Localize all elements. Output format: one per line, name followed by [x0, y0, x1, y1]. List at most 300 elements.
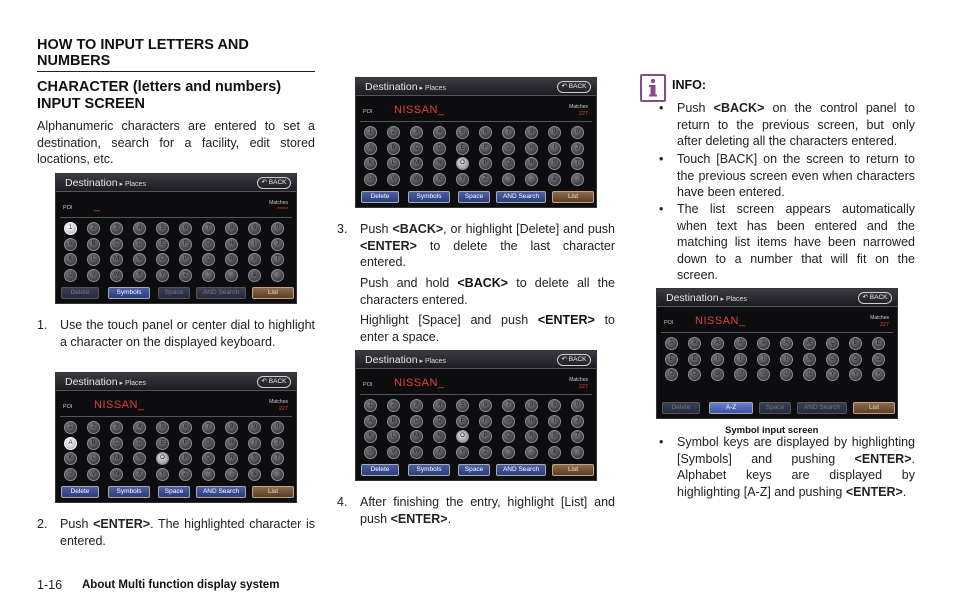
keyboard-key[interactable]: 4 — [433, 399, 446, 412]
keyboard-key[interactable]: H — [525, 415, 538, 428]
keyboard-key[interactable]: 0 — [571, 399, 584, 412]
keyboard-key[interactable]: C — [410, 142, 423, 155]
keyboard-key[interactable]: Ô — [872, 353, 885, 366]
places-label: Places — [124, 380, 146, 387]
step-3-space: Highlight [Space] and push <ENTER> to enter a space. — [360, 313, 615, 344]
subsection-heading: CHARACTER (letters and numbers) INPUT SCREEN — [37, 79, 282, 112]
keyboard-key[interactable]: E — [156, 437, 169, 450]
keyboard-key[interactable]: 5 — [456, 399, 469, 412]
keyboard-key[interactable]: Ç — [826, 337, 839, 350]
keyboard-key[interactable]: G — [502, 415, 515, 428]
keyboard-key[interactable]: 7 — [502, 399, 515, 412]
keyboard-key[interactable]: Á — [688, 337, 701, 350]
keyboard-key[interactable]: U — [64, 468, 77, 481]
keyboard-key[interactable]: N — [433, 157, 446, 170]
keyboard-key[interactable]: Y — [156, 468, 169, 481]
keyboard-key[interactable]: 4 — [433, 126, 446, 139]
matches-label: Matches — [569, 377, 588, 383]
keyboard-key[interactable]: Ó — [849, 353, 862, 366]
poi-label: POI — [63, 205, 73, 211]
keyboard-key[interactable]: V — [87, 269, 100, 282]
keyboard-key[interactable]: I — [548, 142, 561, 155]
heading-rule — [37, 71, 315, 72]
keyboard-key[interactable]: ' — [502, 173, 515, 186]
keyboard-key[interactable]: R — [525, 430, 538, 443]
keyboard-key[interactable]: 6 — [179, 421, 192, 434]
keyboard-key[interactable]: 9 — [548, 126, 561, 139]
destination-label: Destination — [365, 81, 418, 93]
step-number: 1. — [37, 318, 48, 332]
breadcrumb-arrow-icon: ▸ — [117, 380, 125, 387]
keyboard-key[interactable]: & — [548, 446, 561, 459]
keyboard-key[interactable]: O — [456, 430, 469, 443]
breadcrumb-arrow-icon: ▸ — [117, 181, 125, 188]
keyboard-key[interactable]: P — [179, 253, 192, 266]
keyboard-key[interactable]: 9 — [548, 399, 561, 412]
keyboard-key[interactable]: 5 — [156, 421, 169, 434]
keyboard-key[interactable]: 2 — [87, 421, 100, 434]
keyboard-key[interactable]: F — [179, 437, 192, 450]
symbols-button[interactable]: Symbols — [408, 464, 450, 476]
back-button[interactable] — [257, 177, 291, 189]
keyboard-key[interactable]: X — [433, 446, 446, 459]
back-label: BACK — [568, 356, 587, 363]
keyboard-key[interactable]: V — [387, 173, 400, 186]
keyboard-key[interactable]: Ì — [711, 353, 724, 366]
keyboard-key[interactable]: Y — [456, 446, 469, 459]
keyboard-key[interactable]: K — [364, 430, 377, 443]
destination-label: Destination — [666, 292, 719, 304]
back-button[interactable] — [858, 292, 892, 304]
space-button[interactable]: Space — [458, 464, 490, 476]
keyboard-key[interactable]: Ë — [688, 353, 701, 366]
matches-label: Matches — [569, 104, 588, 110]
keyboard-key[interactable]: L — [87, 452, 100, 465]
and-search-button[interactable]: AND Search — [196, 486, 246, 498]
keyboard-key[interactable]: J — [571, 415, 584, 428]
keyboard-key[interactable]: Z — [179, 269, 192, 282]
and-search-button[interactable]: AND Search — [496, 464, 546, 476]
keyboard-key[interactable]: G — [502, 142, 515, 155]
keyboard-key[interactable]: A — [64, 437, 77, 450]
keyboard-key[interactable]: . — [525, 446, 538, 459]
keyboard-key[interactable]: & — [548, 173, 561, 186]
keyboard-key[interactable]: K — [364, 157, 377, 170]
keyboard-key[interactable]: Ã — [734, 337, 747, 350]
keyboard-key[interactable]: 6 — [179, 222, 192, 235]
keyboard-key[interactable]: X — [133, 468, 146, 481]
keyboard-key[interactable]: 1 — [64, 222, 77, 235]
step-text: Push <BACK>, or highlight [Delete] and push <ENTER> to delete the last character entered. — [360, 222, 616, 269]
keyboard-key[interactable]: 1 — [64, 421, 77, 434]
keyboard-key[interactable]: B — [387, 415, 400, 428]
screen-title — [365, 354, 446, 366]
keyboard-key[interactable]: . — [225, 269, 238, 282]
keyboard-key[interactable]: F — [479, 415, 492, 428]
keyboard-key[interactable]: É — [872, 337, 885, 350]
keyboard-key[interactable]: Z — [479, 446, 492, 459]
matches-count — [870, 315, 889, 329]
keyboard-key[interactable]: 5 — [456, 126, 469, 139]
symbols-button[interactable]: Symbols — [408, 191, 450, 203]
keyboard-key[interactable] — [271, 269, 284, 282]
section-heading: HOW TO INPUT LETTERS AND NUMBERS — [37, 37, 249, 69]
keyboard-key[interactable]: 2 — [387, 399, 400, 412]
step-number: 3. — [337, 222, 348, 236]
keyboard-key[interactable]: S — [548, 157, 561, 170]
keyboard-key[interactable]: B — [87, 238, 100, 251]
keyboard-key[interactable]: V — [387, 446, 400, 459]
list-button[interactable]: List — [552, 464, 594, 476]
keyboard-key[interactable]: 8 — [525, 126, 538, 139]
keyboard-key[interactable]: 4 — [133, 222, 146, 235]
keyboard-key[interactable]: D — [433, 415, 446, 428]
keyboard-key[interactable]: B — [387, 142, 400, 155]
keyboard-key[interactable]: H — [225, 238, 238, 251]
keyboard-key[interactable] — [271, 468, 284, 481]
poi-label: POI — [363, 109, 373, 115]
keyboard-key[interactable]: C — [110, 238, 123, 251]
keyboard-key[interactable]: A — [364, 415, 377, 428]
entry-text: NISSAN_ — [394, 377, 445, 389]
entry-text: NISSAN_ — [94, 399, 145, 411]
keyboard-key[interactable]: Ñ — [803, 353, 816, 366]
keyboard-key[interactable]: H — [225, 437, 238, 450]
keyboard-key[interactable]: Æ — [803, 337, 816, 350]
keyboard-key[interactable]: S — [248, 253, 261, 266]
screen-title — [65, 177, 146, 189]
list-button[interactable]: List — [552, 191, 594, 203]
keyboard-key[interactable]: Y — [156, 269, 169, 282]
keyboard-key[interactable]: J — [271, 437, 284, 450]
keyboard-key[interactable]: P — [179, 452, 192, 465]
keyboard-key[interactable]: L — [387, 157, 400, 170]
keyboard-key[interactable]: 6 — [479, 399, 492, 412]
screen-button-row — [60, 287, 292, 299]
keyboard-key[interactable]: 1 — [364, 399, 377, 412]
back-button[interactable] — [257, 376, 291, 388]
keyboard-key[interactable]: ' — [202, 269, 215, 282]
keyboard-key[interactable]: W — [410, 173, 423, 186]
keyboard-key[interactable]: Î — [757, 353, 770, 366]
keyboard-key[interactable]: 3 — [110, 421, 123, 434]
keyboard-key[interactable]: U — [364, 173, 377, 186]
keyboard-key[interactable]: Õ — [665, 368, 678, 381]
step-number: 4. — [337, 495, 348, 509]
keyboard-key[interactable]: 1 — [364, 126, 377, 139]
keyboard-key[interactable]: P — [479, 430, 492, 443]
matches-count — [269, 200, 288, 214]
keyboard-key[interactable]: M — [110, 253, 123, 266]
keyboard-key[interactable]: K — [64, 452, 77, 465]
screen-title — [365, 81, 446, 93]
space-button[interactable]: Space — [458, 191, 490, 203]
screen-button-row — [60, 486, 292, 498]
keyboard-key[interactable]: L — [87, 253, 100, 266]
back-arrow-icon: ↶ — [561, 83, 569, 90]
info-label: INFO: — [672, 78, 707, 92]
screen-title-bar — [56, 174, 296, 192]
keyboard-key[interactable]: Ò — [826, 353, 839, 366]
back-arrow-icon: ↶ — [261, 179, 269, 186]
keyboard-key[interactable]: I — [248, 238, 261, 251]
back-label: BACK — [568, 83, 587, 90]
step-3-delete-all: Push and hold <BACK> to delete all the characters entered. — [360, 276, 615, 307]
keyboard-key[interactable]: 0 — [271, 222, 284, 235]
keyboard-key[interactable]: + — [872, 368, 885, 381]
keyboard-key[interactable]: H — [525, 142, 538, 155]
step-text: Push <ENTER>. The highlighted character is entered. — [60, 517, 315, 548]
entry-text: NISSAN_ — [695, 315, 746, 327]
keyboard-key[interactable]: Ú — [757, 368, 770, 381]
screen-button-row — [360, 191, 592, 203]
step-1 — [37, 317, 315, 367]
info-bullet-3: • The list screen appears automatically when text has been entered and the matching list items have been narrowed down to a number that will fit on the screen. — [659, 202, 915, 282]
keyboard-key[interactable]: 3 — [410, 399, 423, 412]
delete-button[interactable]: Delete — [61, 287, 99, 299]
keyboard-key[interactable]: U — [64, 269, 77, 282]
page-number: 1-16 — [37, 578, 63, 592]
keyboard-key[interactable]: A — [64, 238, 77, 251]
space-button[interactable]: Space — [158, 287, 190, 299]
keyboard-key[interactable]: P — [479, 157, 492, 170]
info-bullet-4: • Symbol keys are displayed by highlighting [Symbols] and pushing <ENTER>. Alphabet keys are displayed by highlighting [A-Z] and pushing <ENTER>. — [659, 435, 915, 499]
keyboard-key[interactable]: M — [410, 430, 423, 443]
keyboard-key[interactable]: M — [410, 157, 423, 170]
keyboard-key[interactable]: 3 — [410, 126, 423, 139]
keyboard-key[interactable]: 7 — [502, 126, 515, 139]
back-button[interactable] — [557, 354, 591, 366]
keyboard-key[interactable]: X — [433, 173, 446, 186]
screenshot-initial-keyboard — [55, 173, 297, 304]
keyboard-key[interactable]: O — [156, 452, 169, 465]
keyboard-key[interactable]: N — [433, 430, 446, 443]
back-label: BACK — [268, 179, 287, 186]
places-label: Places — [725, 296, 747, 303]
entry-cursor: _ — [94, 200, 101, 212]
keyboard-key[interactable]: R — [225, 253, 238, 266]
keyboard-key[interactable]: O — [456, 157, 469, 170]
destination-label: Destination — [65, 376, 118, 388]
back-arrow-icon: ↶ — [862, 294, 870, 301]
keyboard-key[interactable]: F — [479, 142, 492, 155]
keyboard-key[interactable]: . — [525, 173, 538, 186]
keyboard-key[interactable]: 8 — [525, 399, 538, 412]
delete-button[interactable]: Delete — [361, 464, 399, 476]
entry-row — [60, 397, 292, 417]
keyboard-key[interactable]: T — [571, 157, 584, 170]
keyboard-key[interactable]: 8 — [225, 421, 238, 434]
back-arrow-icon: ↶ — [261, 378, 269, 385]
keyboard-key[interactable]: V — [87, 468, 100, 481]
keyboard-key[interactable]: R — [525, 157, 538, 170]
keyboard-key[interactable]: Ä — [757, 337, 770, 350]
step-4 — [337, 494, 615, 528]
back-label: BACK — [869, 294, 888, 301]
places-label: Places — [124, 181, 146, 188]
matches-value: 227 — [278, 406, 288, 412]
keyboard-key[interactable]: Å — [780, 337, 793, 350]
and-search-button[interactable]: AND Search — [797, 402, 847, 414]
keyboard-key[interactable]: Ù — [734, 368, 747, 381]
step-text: After finishing the entry, highlight [List] and push <ENTER>. — [360, 495, 615, 526]
entry-row — [360, 375, 592, 395]
matches-value: ***** — [277, 207, 288, 213]
keyboard-key[interactable]: Q — [202, 452, 215, 465]
matches-value: 227 — [578, 384, 588, 390]
screen-button-row — [360, 464, 592, 476]
footer-title: About Multi function display system — [82, 579, 280, 591]
keyboard-key[interactable]: È — [849, 337, 862, 350]
keyboard-key[interactable]: N — [133, 452, 146, 465]
keyboard-key[interactable]: M — [110, 452, 123, 465]
keyboard-key[interactable]: . — [225, 468, 238, 481]
keyboard-key[interactable] — [571, 446, 584, 459]
keyboard-key[interactable]: S — [248, 452, 261, 465]
keyboard-key[interactable]: Í — [734, 353, 747, 366]
keyboard-key[interactable]: Z — [179, 468, 192, 481]
delete-button[interactable]: Delete — [61, 486, 99, 498]
keyboard-key[interactable]: 3 — [110, 222, 123, 235]
list-button[interactable]: List — [252, 486, 294, 498]
matches-value: 227 — [879, 322, 889, 328]
keyboard-key[interactable]: ' — [502, 446, 515, 459]
back-button[interactable] — [557, 81, 591, 93]
keyboard-key[interactable]: Ê — [665, 353, 678, 366]
keyboard-key[interactable]: B — [87, 437, 100, 450]
keyboard-key[interactable]: J — [271, 238, 284, 251]
keyboard-key[interactable]: À — [665, 337, 678, 350]
keyboard-key[interactable]: Ï — [780, 353, 793, 366]
keyboard-key[interactable]: T — [271, 253, 284, 266]
keyboard-key[interactable]: O — [156, 253, 169, 266]
keyboard-key[interactable]: 0 — [571, 126, 584, 139]
matches-label: Matches — [269, 399, 288, 405]
keyboard-key[interactable]: D — [133, 238, 146, 251]
and-search-button[interactable]: AND Search — [496, 191, 546, 203]
keyboard-key[interactable]: J — [571, 142, 584, 155]
keyboard-key[interactable]: Ÿ — [849, 368, 862, 381]
delete-button[interactable]: Delete — [361, 191, 399, 203]
keyboard-key[interactable]: Ü — [803, 368, 816, 381]
keyboard-key[interactable]: Ý — [826, 368, 839, 381]
keyboard-key[interactable]: K — [64, 253, 77, 266]
keyboard-key[interactable]: D — [133, 437, 146, 450]
step-3 — [337, 221, 615, 271]
keyboard-key[interactable]: Q — [502, 430, 515, 443]
screenshot-symbol-keyboard — [656, 288, 898, 419]
keyboard-key[interactable]: 0 — [271, 421, 284, 434]
keyboard-key[interactable]: L — [387, 430, 400, 443]
keyboard-key[interactable]: 9 — [248, 222, 261, 235]
keyboard-key[interactable]: W — [110, 269, 123, 282]
keyboard-key[interactable]: A — [364, 142, 377, 155]
keyboard-key[interactable]: T — [271, 452, 284, 465]
keyboard-key[interactable]: S — [548, 430, 561, 443]
info-icon — [640, 74, 666, 102]
keyboard-key[interactable]: 4 — [133, 421, 146, 434]
poi-label: POI — [664, 320, 674, 326]
step-2 — [37, 516, 315, 550]
poi-label: POI — [63, 404, 73, 410]
keyboard-key[interactable]: T — [571, 430, 584, 443]
and-search-button[interactable]: AND Search — [196, 287, 246, 299]
keyboard-key[interactable]: 9 — [248, 421, 261, 434]
keyboard-key[interactable]: D — [433, 142, 446, 155]
keyboard-key[interactable]: F — [179, 238, 192, 251]
keyboard-key[interactable]: & — [248, 269, 261, 282]
screen-title-bar — [657, 289, 897, 307]
screen-button-row — [661, 402, 893, 414]
keyboard-key[interactable]: Ö — [688, 368, 701, 381]
keyboard-key[interactable] — [571, 173, 584, 186]
keyboard-key[interactable]: 2 — [87, 222, 100, 235]
breadcrumb-arrow-icon: ▸ — [417, 85, 425, 92]
keyboard-key[interactable]: Q — [202, 253, 215, 266]
keyboard-key[interactable]: Y — [456, 173, 469, 186]
poi-label: POI — [363, 382, 373, 388]
list-button[interactable]: List — [853, 402, 895, 414]
keyboard-key[interactable]: U — [364, 446, 377, 459]
keyboard-key[interactable]: Û — [780, 368, 793, 381]
keyboard-key[interactable]: & — [248, 468, 261, 481]
destination-label: Destination — [65, 177, 118, 189]
a-z-button[interactable]: A-Z — [709, 402, 753, 414]
keyboard-key[interactable]: 7 — [202, 222, 215, 235]
keyboard-key[interactable]: 6 — [479, 126, 492, 139]
screen-title-bar — [356, 351, 596, 369]
keyboard-key[interactable]: I — [248, 437, 261, 450]
list-button[interactable]: List — [252, 287, 294, 299]
keyboard-key[interactable]: C — [110, 437, 123, 450]
keyboard-key[interactable]: G — [202, 437, 215, 450]
keyboard-key[interactable]: C — [410, 415, 423, 428]
space-button[interactable]: Space — [759, 402, 791, 414]
screen-title — [65, 376, 146, 388]
keyboard-key[interactable]: X — [133, 269, 146, 282]
keyboard-key[interactable]: E — [456, 415, 469, 428]
keyboard-key[interactable]: W — [110, 468, 123, 481]
entry-row — [661, 313, 893, 333]
screenshot-list-keyboard — [355, 350, 597, 481]
delete-button[interactable]: Delete — [662, 402, 700, 414]
keyboard-key[interactable]: ' — [202, 468, 215, 481]
keyboard-key[interactable]: W — [410, 446, 423, 459]
keyboard-key[interactable]: 5 — [156, 222, 169, 235]
matches-count — [569, 377, 588, 391]
keyboard-key[interactable]: Â — [711, 337, 724, 350]
keyboard-key[interactable]: N — [133, 253, 146, 266]
destination-label: Destination — [365, 354, 418, 366]
symbols-button[interactable]: Symbols — [108, 287, 150, 299]
keyboard-key[interactable]: R — [225, 452, 238, 465]
keyboard-key[interactable]: 8 — [225, 222, 238, 235]
symbols-button[interactable]: Symbols — [108, 486, 150, 498]
matches-label: Matches — [870, 315, 889, 321]
keyboard-key[interactable]: I — [548, 415, 561, 428]
keyboard-key[interactable]: G — [202, 238, 215, 251]
keyboard-key[interactable]: 7 — [202, 421, 215, 434]
matches-label: Matches — [269, 200, 288, 206]
keyboard-key[interactable]: Q — [502, 157, 515, 170]
keyboard-key[interactable]: E — [456, 142, 469, 155]
keyboard-key[interactable]: Z — [479, 173, 492, 186]
step-text: Use the touch panel or center dial to highlight a character on the displayed keyboard. — [60, 318, 315, 349]
keyboard-key[interactable]: 2 — [387, 126, 400, 139]
keyboard-key[interactable]: E — [156, 238, 169, 251]
space-button[interactable]: Space — [158, 486, 190, 498]
keyboard-key[interactable]: Ø — [711, 368, 724, 381]
